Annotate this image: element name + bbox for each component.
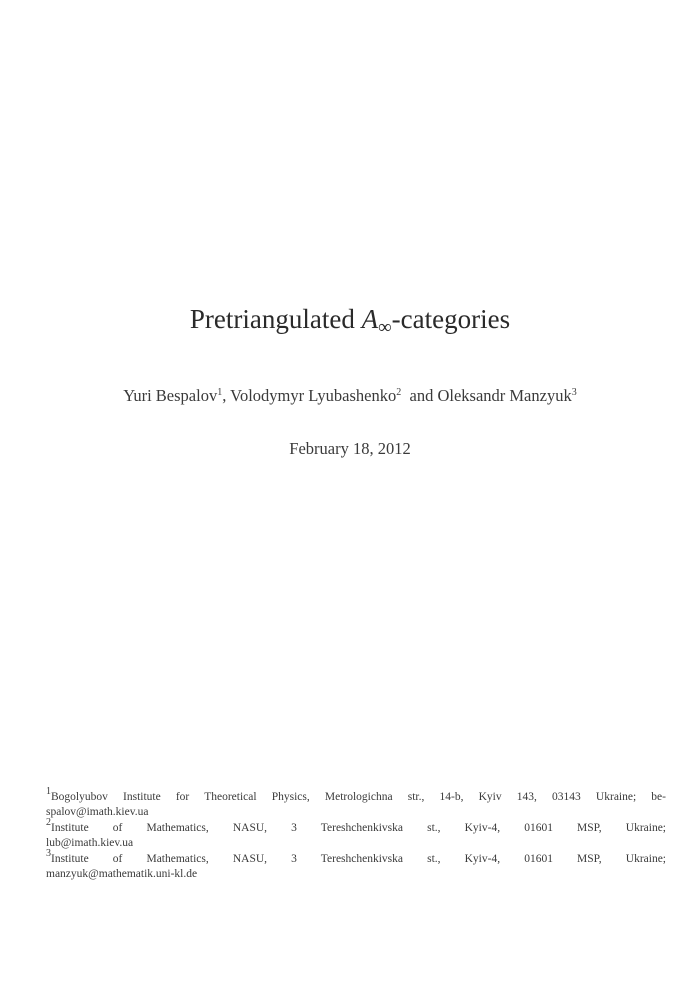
title-suffix: -categories	[391, 304, 511, 334]
author-separator: ,	[222, 386, 231, 405]
author-name: Volodymyr Lyubashenko	[230, 386, 397, 405]
author-list	[0, 384, 700, 408]
footnote	[46, 816, 666, 852]
footnote	[46, 786, 666, 821]
author-name: Yuri Bespalov	[123, 386, 218, 405]
affiliation-footnotes	[46, 786, 666, 882]
paper-title	[0, 301, 700, 337]
footnote-mark: 3	[46, 847, 51, 859]
footnote-email: manzyuk@mathematik.uni-kl.de	[46, 868, 198, 881]
title-prefix: Pretriangulated	[189, 304, 362, 334]
footnote-affiliation: Bogolyubov Institute for Theoretical Physics, Metrologichna str., 14-b, Kyiv 143, 03143 Ukraine; be-	[51, 791, 666, 803]
footnote	[46, 847, 666, 883]
title-math-subscript: ∞	[378, 317, 392, 338]
title-math-symbol: $A_\infty$	[361, 304, 392, 338]
footnote-mark: 2	[46, 816, 51, 828]
author-footnote-mark: 2	[396, 387, 402, 398]
footnote-affiliation: Institute of Mathematics, NASU, 3 Tereshchenkivska st., Kyiv-4, 01601 MSP, Ukraine;	[51, 852, 666, 865]
author-footnote-mark: 1	[217, 387, 223, 398]
paper-date: February 18, 2012	[289, 439, 411, 458]
author-separator: and	[401, 386, 438, 405]
author-footnote-mark: 3	[571, 387, 577, 398]
footnote-affiliation: Institute of Mathematics, NASU, 3 Tereshchenkivska st., Kyiv-4, 01601 MSP, Ukraine;	[51, 821, 666, 834]
footnote-mark: 1	[46, 786, 51, 797]
footnote-email: spalov@imath.kiev.ua	[46, 806, 149, 819]
footnote-email: lub@imath.kiev.ua	[46, 837, 134, 850]
author-name: Oleksandr Manzyuk	[437, 386, 572, 405]
